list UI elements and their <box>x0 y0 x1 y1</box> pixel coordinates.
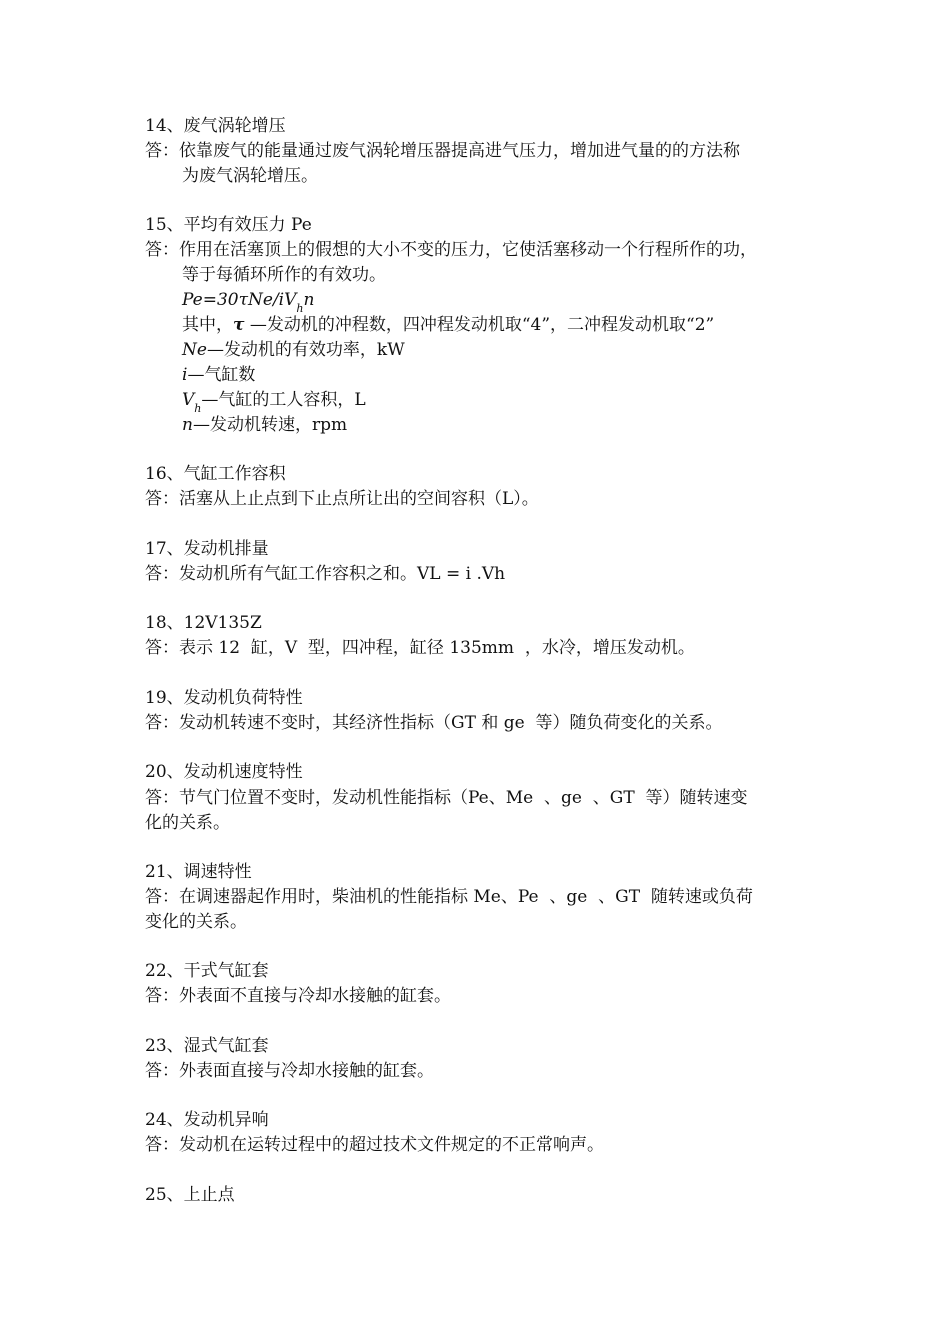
q18-title: 18、12V135Z <box>145 613 262 633</box>
i-symbol: i <box>182 365 188 385</box>
formula-tail: n <box>303 290 315 310</box>
n-text: —发动机转速，rpm <box>192 415 348 435</box>
q14-title: 14、废气涡轮增压 <box>145 116 286 136</box>
q15-answer-line1: 答：作用在活塞顶上的假想的大小不变的压力，它使活塞移动一个行程所作的功， <box>145 240 757 260</box>
q18-answer: 答：表示 12 缸，V 型，四冲程，缸径 135mm ，水冷，增压发动机。 <box>145 638 695 658</box>
q21-answer-line2: 变化的关系。 <box>145 912 247 932</box>
q15-i-definition <box>182 363 255 387</box>
tau-symbol: τ <box>233 315 245 335</box>
i-text: —气缸数 <box>187 365 256 385</box>
ne-text: —发动机的有效功率，kW <box>206 340 405 360</box>
q20-title: 20、发动机速度特性 <box>145 762 303 782</box>
q25-title: 25、上止点 <box>145 1185 235 1205</box>
q19-title: 19、发动机负荷特性 <box>145 688 303 708</box>
q15-tau-definition <box>182 313 714 337</box>
tau-prefix: 其中， <box>182 315 233 335</box>
q15-ne-definition <box>182 338 405 362</box>
q22-title: 22、干式气缸套 <box>145 961 269 981</box>
q14-answer-line2: 为废气涡轮增压。 <box>182 166 318 186</box>
n-symbol: n <box>182 415 193 435</box>
q15-n-definition <box>182 413 347 437</box>
q24-title: 24、发动机异响 <box>145 1110 269 1130</box>
q17-answer: 答：发动机所有气缸工作容积之和。VL = i .Vh <box>145 564 506 584</box>
vh-symbol: V <box>182 390 195 410</box>
q23-title: 23、湿式气缸套 <box>145 1036 269 1056</box>
q21-title: 21、调速特性 <box>145 862 252 882</box>
formula-main: Pe=30τNe/iV <box>182 290 297 310</box>
q15-title: 15、平均有效压力 Pe <box>145 215 312 235</box>
formula-subscript: h <box>296 302 304 315</box>
q15-formula <box>182 288 314 314</box>
q19-answer: 答：发动机转速不变时，其经济性指标（GT 和 ge 等）随负荷变化的关系。 <box>145 713 723 733</box>
q23-answer: 答：外表面直接与冷却水接触的缸套。 <box>145 1061 434 1081</box>
vh-text: —气缸的工人容积，L <box>201 390 366 410</box>
q15-answer-line2: 等于每循环所作的有效功。 <box>182 265 386 285</box>
q15-vh-definition <box>182 388 366 414</box>
q20-answer-line2: 化的关系。 <box>145 813 230 833</box>
q24-answer: 答：发动机在运转过程中的超过技术文件规定的不正常响声。 <box>145 1135 604 1155</box>
q21-answer-line1: 答：在调速器起作用时，柴油机的性能指标 Me、Pe 、ge 、GT 随转速或负荷 <box>145 887 753 907</box>
vh-subscript: h <box>194 402 202 415</box>
q20-answer-line1: 答：节气门位置不变时，发动机性能指标（Pe、Me 、ge 、GT 等）随转速变 <box>145 788 748 808</box>
q17-title: 17、发动机排量 <box>145 539 269 559</box>
q22-answer: 答：外表面不直接与冷却水接触的缸套。 <box>145 986 451 1006</box>
q14-answer-line1: 答：依靠废气的能量通过废气涡轮增压器提高进气压力，增加进气量的的方法称 <box>145 141 740 161</box>
tau-text: —发动机的冲程数，四冲程发动机取“4”，二冲程发动机取“2” <box>244 315 715 335</box>
q16-answer: 答：活塞从上止点到下止点所让出的空间容积（L）。 <box>145 489 539 509</box>
ne-symbol: Ne <box>182 340 207 360</box>
q16-title: 16、气缸工作容积 <box>145 464 286 484</box>
